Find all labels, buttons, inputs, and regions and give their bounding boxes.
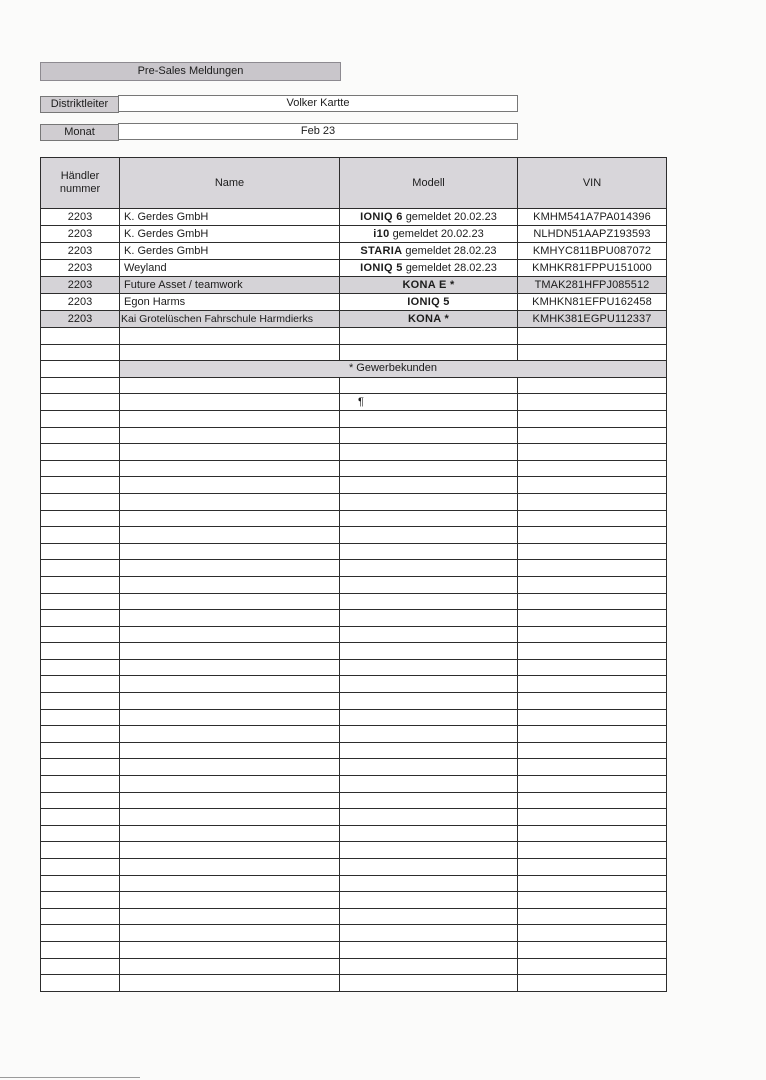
header-model: Modell bbox=[340, 158, 518, 209]
empty-row bbox=[41, 842, 667, 859]
name-cell: Weyland bbox=[120, 260, 340, 277]
scan-edge-line bbox=[0, 1077, 140, 1078]
vin-cell: KMHKN81EFPU162458 bbox=[518, 294, 667, 311]
vin-cell: KMHM541A7PA014396 bbox=[518, 209, 667, 226]
pilcrow-row bbox=[41, 394, 667, 411]
month-label: Monat bbox=[40, 124, 119, 141]
empty-row bbox=[41, 925, 667, 942]
table-row bbox=[41, 260, 667, 277]
empty-row bbox=[41, 659, 667, 676]
empty-row bbox=[41, 643, 667, 660]
model-cell bbox=[340, 311, 518, 328]
empty-row bbox=[41, 377, 667, 394]
dealer-number-cell: 2203 bbox=[41, 226, 120, 243]
empty-row bbox=[41, 941, 667, 958]
table-row bbox=[41, 243, 667, 260]
model-note: gemeldet 20.02.23 bbox=[392, 227, 484, 240]
dealer-number-cell: 2203 bbox=[41, 277, 120, 294]
empty-row bbox=[41, 328, 667, 345]
dealer-number-cell: 2203 bbox=[41, 243, 120, 260]
empty-row bbox=[41, 759, 667, 776]
empty-row bbox=[41, 543, 667, 560]
model-name: KONA E * bbox=[402, 278, 455, 291]
header-dealer-number: Händler nummer bbox=[41, 158, 120, 209]
vin-cell: TMAK281HFPJ085512 bbox=[518, 277, 667, 294]
vin-cell: KMHYC811BPU087072 bbox=[518, 243, 667, 260]
footnote-row bbox=[41, 361, 667, 378]
model-note: gemeldet 28.02.23 bbox=[405, 244, 497, 257]
empty-row bbox=[41, 975, 667, 992]
empty-row bbox=[41, 693, 667, 710]
model-note: gemeldet 20.02.23 bbox=[405, 210, 497, 223]
table-row bbox=[41, 311, 667, 328]
empty-row bbox=[41, 809, 667, 826]
vin-cell: NLHDN51AAPZ193593 bbox=[518, 226, 667, 243]
empty-row bbox=[41, 460, 667, 477]
name-cell: Future Asset / teamwork bbox=[120, 277, 340, 294]
name-cell: Egon Harms bbox=[120, 294, 340, 311]
empty-row bbox=[41, 726, 667, 743]
district-value: Volker Kartte bbox=[118, 95, 518, 112]
table-row bbox=[41, 226, 667, 243]
empty-row bbox=[41, 875, 667, 892]
empty-row bbox=[41, 444, 667, 461]
pre-sales-table bbox=[40, 157, 667, 992]
table-header-row bbox=[41, 158, 667, 209]
model-name: KONA * bbox=[407, 312, 450, 325]
district-label: Distriktleiter bbox=[40, 96, 119, 113]
table-row bbox=[41, 294, 667, 311]
name-cell: K. Gerdes GmbH bbox=[120, 226, 340, 243]
document-title: Pre-Sales Meldungen bbox=[40, 62, 341, 81]
model-note: gemeldet 28.02.23 bbox=[405, 261, 497, 274]
dealer-number-cell: 2203 bbox=[41, 209, 120, 226]
dealer-number-cell: 2203 bbox=[41, 311, 120, 328]
empty-row bbox=[41, 908, 667, 925]
pilcrow-mark: ¶ bbox=[340, 394, 518, 411]
empty-row bbox=[41, 958, 667, 975]
header-vin: VIN bbox=[518, 158, 667, 209]
empty-row bbox=[41, 626, 667, 643]
empty-row bbox=[41, 825, 667, 842]
vin-cell: KMHKR81FPPU151000 bbox=[518, 260, 667, 277]
table-row bbox=[41, 209, 667, 226]
empty-row bbox=[41, 560, 667, 577]
empty-row bbox=[41, 427, 667, 444]
model-name: IONIQ 6 bbox=[360, 210, 403, 223]
name-cell: K. Gerdes GmbH bbox=[120, 209, 340, 226]
model-cell bbox=[340, 294, 518, 311]
footnote: * Gewerbekunden bbox=[120, 361, 667, 378]
model-name: IONIQ 5 bbox=[407, 295, 450, 308]
empty-row bbox=[41, 709, 667, 726]
name-cell: Kai Grotelüschen Fahrschule Harmdierks bbox=[120, 311, 340, 328]
table-row bbox=[41, 277, 667, 294]
empty-row bbox=[41, 344, 667, 361]
model-cell bbox=[340, 260, 518, 277]
empty-row bbox=[41, 493, 667, 510]
empty-row bbox=[41, 792, 667, 809]
model-name: STARIA bbox=[360, 244, 403, 257]
empty-row bbox=[41, 593, 667, 610]
vin-cell: KMHK381EGPU112337 bbox=[518, 311, 667, 328]
header-name: Name bbox=[120, 158, 340, 209]
model-cell bbox=[340, 226, 518, 243]
empty-row bbox=[41, 477, 667, 494]
dealer-number-cell: 2203 bbox=[41, 260, 120, 277]
model-name: i10 bbox=[373, 227, 390, 240]
empty-row bbox=[41, 776, 667, 793]
empty-row bbox=[41, 510, 667, 527]
model-cell bbox=[340, 277, 518, 294]
name-cell: K. Gerdes GmbH bbox=[120, 243, 340, 260]
empty-row bbox=[41, 610, 667, 627]
empty-row bbox=[41, 742, 667, 759]
empty-row bbox=[41, 576, 667, 593]
empty-row bbox=[41, 892, 667, 909]
model-cell bbox=[340, 209, 518, 226]
empty-row bbox=[41, 676, 667, 693]
month-value: Feb 23 bbox=[118, 123, 518, 140]
empty-row bbox=[41, 859, 667, 876]
empty-row bbox=[41, 410, 667, 427]
empty-row bbox=[41, 527, 667, 544]
dealer-number-cell: 2203 bbox=[41, 294, 120, 311]
model-name: IONIQ 5 bbox=[360, 261, 403, 274]
model-cell bbox=[340, 243, 518, 260]
